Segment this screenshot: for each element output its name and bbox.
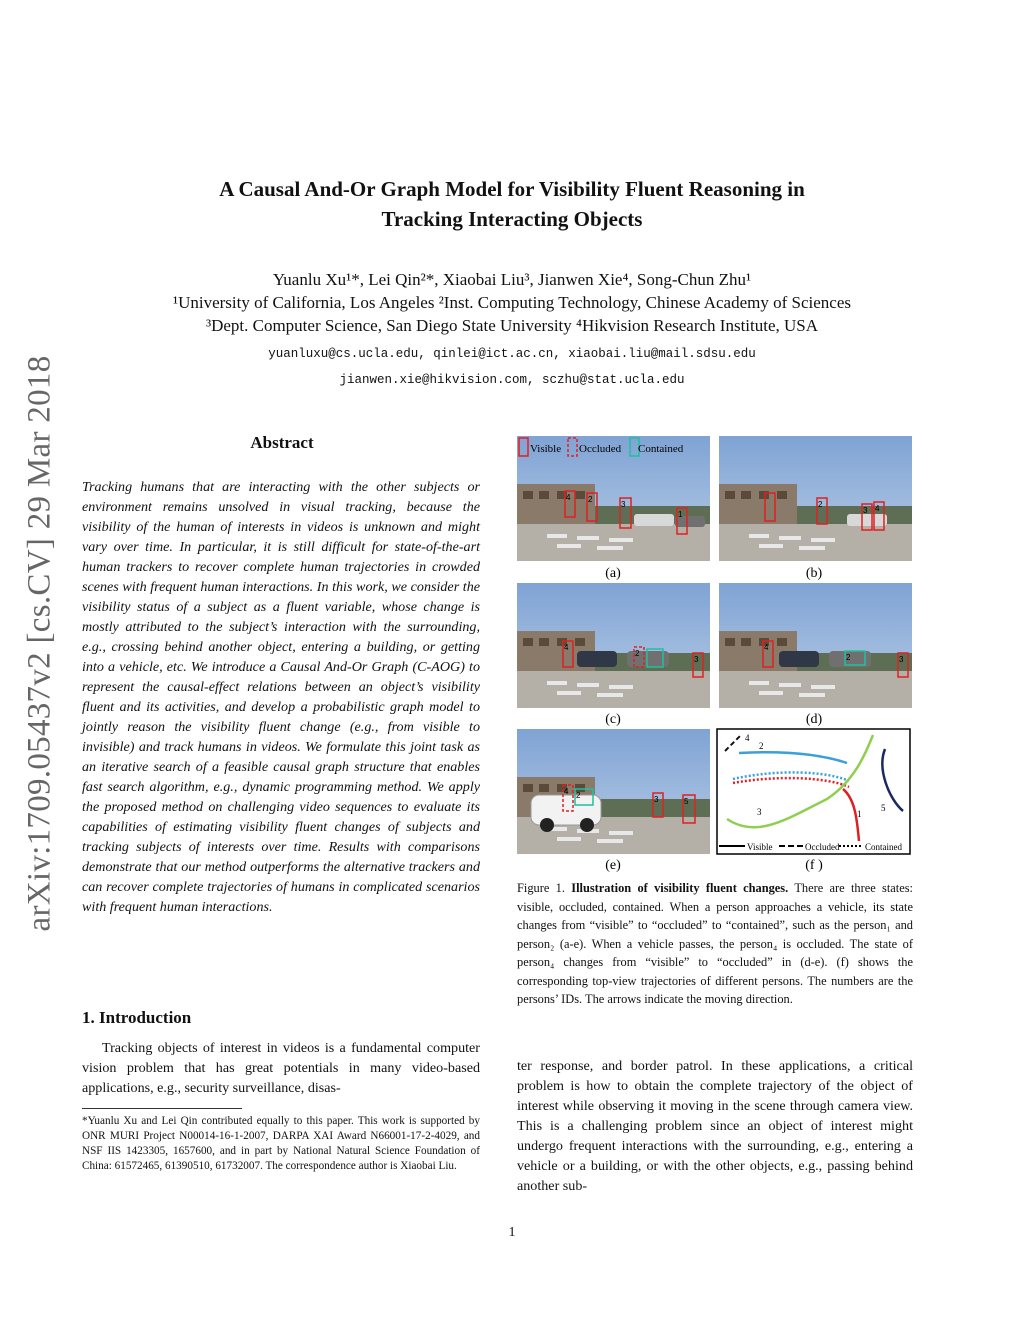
intro-heading: 1. Introduction (82, 1008, 192, 1027)
svg-text:2: 2 (588, 495, 593, 504)
title-line-2: Tracking Interacting Objects (381, 207, 643, 231)
svg-text:1: 1 (857, 809, 862, 819)
svg-text:4: 4 (875, 504, 880, 513)
svg-text:Contained: Contained (865, 842, 902, 852)
figure-panel-a (517, 436, 710, 561)
paper-title (0, 174, 1024, 234)
caption-rest: There are three states: visible, occluded, contained. When a person approaches a vehicle, its state changes from “visible” to “occluded” to “contained”, such as the person₁ and person₂ (a-e). When a vehicle passes, the person₄ is occluded. The state of person₄ changes from “visible” to “occluded” in (d-e). (f) shows the corresponding top-view trajectories of different persons. The numbers are the persons’ IDs. The arrows indicate the moving direction. (517, 881, 913, 1006)
affiliation-line-1: ¹University of California, Los Angeles ²Inst. Computing Technology, Chinese Academy of Sciences (172, 293, 852, 312)
svg-text:4: 4 (764, 643, 769, 652)
svg-text:2: 2 (846, 653, 851, 662)
svg-text:5: 5 (881, 803, 886, 813)
panel-label-d: (d) (805, 712, 823, 727)
emails-line-2: jianwen.xie@hikvision.com, sczhu@stat.ucla.edu (339, 373, 685, 387)
legend-contained-text: Contained (638, 443, 684, 455)
emails-line-1: yuanluxu@cs.ucla.edu, qinlei@ict.ac.cn, xiaobai.liu@mail.sdsu.edu (268, 347, 756, 361)
figure-panel-d (719, 583, 912, 708)
intro-text: Tracking objects of interest in videos is a fundamental computer vision problem that has great potentials in many video-based applications, e.g., security surveillance, disas- (82, 1040, 480, 1096)
svg-text:3: 3 (899, 655, 904, 664)
author-block (0, 268, 1024, 392)
figure-panel-e (517, 729, 710, 854)
caption-bold: Illustration of visibility fluent changes. (571, 881, 789, 895)
panel-label-b: (b) (805, 566, 823, 581)
panel-label-a: (a) (605, 566, 621, 581)
authors-line: Yuanlu Xu¹*, Lei Qin²*, Xiaobai Liu³, Jianwen Xie⁴, Song-Chun Zhu¹ (272, 270, 752, 289)
abstract-heading: Abstract (250, 433, 314, 452)
panel-label-e: (e) (605, 858, 621, 873)
svg-text:Visible: Visible (747, 842, 773, 852)
svg-text:4: 4 (566, 493, 571, 502)
figure-panel-b (719, 436, 912, 561)
svg-text:4: 4 (745, 733, 750, 743)
figure-panel-f (717, 729, 910, 854)
svg-text:3: 3 (694, 655, 699, 664)
intro-text-continued: ter response, and border patrol. In these applications, a critical problem is how to obtain the complete trajectory of the object of interest while observing it moving in the scene through camera view. This is a challenging problem since an object of interest might undergo frequent interactions with the surrounding, e.g., entering a vehicle or a building, or with the other objects, e.g., passing behind another sub- (517, 1058, 913, 1194)
figure-caption (517, 879, 913, 1009)
abstract-text: Tracking humans that are interacting with the other subjects or environment remains unsolved in visual tracking, because the visibility of the human of interests in videos is unknown and might vary over time. In particular, it is still difficult for state-of-the-art human trackers to recover complete human trajectories in crowded scenes with frequent human interactions. In this work, we consider the visibility status of a subject as a fluent variable, whose change is mostly attributed to the subject’s interaction with the surrounding, e.g., crossing behind another object, entering a building, or getting into a vehicle, etc. We introduce a Causal And-Or Graph (C-AOG) to represent the causal-effect relations between an object’s visibility fluent and its activities, and develop a probabilistic graph model to jointly reason the visibility fluent change (e.g., from visible to invisible) and track humans in videos. We formulate this joint task as an iterative search of a feasible causal graph structure that enables fast search algorithm, e.g., dynamic programming method. We apply the proposed method on challenging video sequences to evaluate its capabilities of estimating visibility fluent changes of subjects and tracking subjects of interests over time. Results with comparisons demonstrate that our method outperforms the alternative trackers and can recover complete trajectories of humans in complicated scenarios with frequent human interactions. (82, 479, 480, 915)
footnote-text: *Yuanlu Xu and Lei Qin contributed equally to this paper. This work is supported by ONR MURI Project N00014-16-1-2007, DARPA XAI Award N66001-17-2-4029, and NSF IIS 1423305, 1657600, and in part by National Natural Science Foundation of China: 61572465, 61390510, 61732007. The correspondence author is Xiaobai Liu. (82, 1115, 480, 1172)
svg-text:3: 3 (621, 500, 626, 509)
title-line-1: A Causal And-Or Graph Model for Visibility Fluent Reasoning in (219, 177, 805, 201)
page-number: 1 (508, 1225, 516, 1240)
svg-text:2: 2 (576, 791, 581, 800)
svg-text:2: 2 (759, 741, 764, 751)
svg-text:2: 2 (818, 500, 823, 509)
legend-visible-text: Visible (530, 443, 562, 455)
figure-panel-c (517, 583, 710, 708)
svg-text:4: 4 (564, 787, 569, 796)
svg-text:3: 3 (863, 506, 868, 515)
svg-text:1: 1 (678, 510, 683, 519)
figure-1 (517, 436, 913, 876)
svg-text:3: 3 (654, 795, 659, 804)
legend-occluded-text: Occluded (579, 443, 622, 455)
svg-text:5: 5 (684, 797, 689, 806)
svg-text:Occluded: Occluded (805, 842, 840, 852)
svg-text:2: 2 (635, 649, 640, 658)
arxiv-side-stamp: arXiv:1709.05437v2 [cs.CV] 29 Mar 2018 (21, 355, 58, 932)
panel-label-c: (c) (605, 712, 621, 727)
affiliation-line-2: ³Dept. Computer Science, San Diego State University ⁴Hikvision Research Institute, USA (205, 316, 819, 335)
panel-label-f: (f ) (805, 858, 823, 873)
caption-label: Figure 1. (517, 881, 565, 895)
svg-text:4: 4 (564, 643, 569, 652)
footnote-rule (82, 1108, 242, 1109)
svg-text:3: 3 (757, 807, 762, 817)
